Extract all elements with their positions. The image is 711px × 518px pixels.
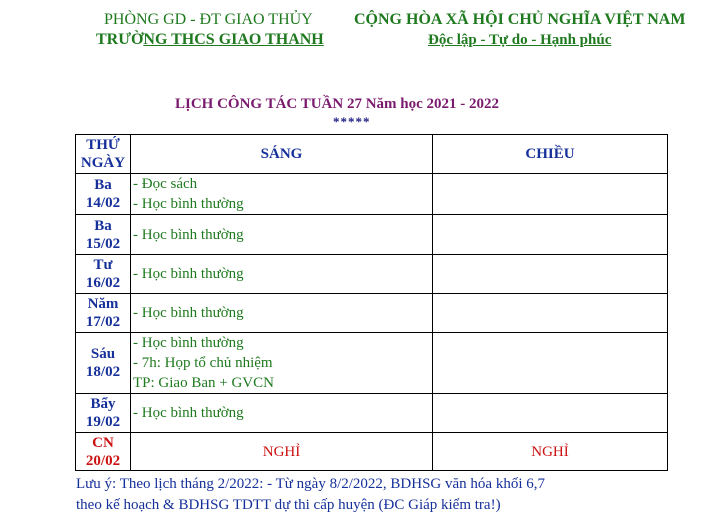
day-cell (76, 333, 131, 394)
day-cell (76, 174, 131, 215)
table-row (76, 333, 668, 394)
table-row (76, 255, 668, 294)
header-day-line1: THỨ (86, 137, 120, 153)
day-name: Ba (94, 177, 112, 193)
header-morning: SÁNG (131, 135, 433, 174)
day-name: Tư (93, 257, 113, 273)
org-school-underlined: NG THCS GIAO THANH (143, 31, 324, 48)
day-name: Năm (87, 296, 119, 312)
day-date: 14/02 (85, 195, 121, 211)
day-name: Ba (94, 217, 112, 234)
table-row (76, 394, 668, 433)
morning-item: - Học bình thường (133, 196, 244, 212)
morning-item: - Học bình thường (133, 335, 244, 351)
note-line: theo kế hoạch & BDHSG TDTT dự thi cấp huyện (ĐC Giáp kiểm tra!) (76, 497, 501, 513)
afternoon-cell (433, 174, 668, 215)
day-cell (76, 294, 131, 333)
afternoon-cell (433, 255, 668, 294)
afternoon-cell (433, 294, 668, 333)
morning-cell (131, 215, 433, 255)
day-cell (76, 255, 131, 294)
morning-item: - Học bình thường (133, 226, 244, 243)
header-day-line2: NGÀY (80, 155, 126, 171)
day-date: 15/02 (85, 235, 121, 252)
note-line: Lưu ý: Theo lịch tháng 2/2022: - Từ ngày 8/2/2022, BDHSG văn hóa khối 6,7 (76, 476, 545, 492)
national-title: CỘNG HÒA XÃ HỘI CHỦ NGHĨA VIỆT NAM (354, 11, 686, 28)
title-stars: ***** (333, 114, 371, 129)
morning-item: - Học bình thường (133, 405, 244, 421)
morning-cell (131, 433, 433, 471)
day-date: 19/02 (85, 414, 121, 430)
morning-cell (131, 255, 433, 294)
table-row (76, 215, 668, 255)
morning-item: NGHỈ (262, 443, 301, 460)
day-name: Bẩy (90, 396, 116, 412)
org-department: PHÒNG GD - ĐT GIAO THỦY (104, 11, 313, 28)
morning-cell (131, 174, 433, 215)
national-motto: Độc lập - Tự do - Hạnh phúc (428, 32, 612, 48)
table-row (76, 174, 668, 215)
day-date: 17/02 (85, 314, 121, 330)
afternoon-cell (433, 333, 668, 394)
morning-item: - Học bình thường (133, 266, 244, 282)
afternoon-cell: NGHỈ (433, 433, 668, 471)
morning-item: - Học bình thường (133, 305, 244, 321)
day-cell (76, 433, 131, 471)
afternoon-cell (433, 394, 668, 433)
org-school-prefix: TRƯỜ (96, 31, 144, 48)
morning-cell (131, 394, 433, 433)
day-cell (76, 394, 131, 433)
day-date: 18/02 (85, 364, 121, 380)
table-header-row (76, 135, 668, 174)
header-afternoon: CHIỀU (433, 135, 668, 174)
table-row (76, 294, 668, 333)
morning-item: - 7h: Họp tổ chủ nhiệm (133, 355, 273, 371)
morning-cell (131, 333, 433, 394)
day-date: 16/02 (85, 275, 121, 291)
afternoon-cell (433, 215, 668, 255)
schedule-title: LỊCH CÔNG TÁC TUẦN 27 Năm học 2021 - 2022 (175, 96, 500, 112)
morning-item: TP: Giao Ban + GVCN (133, 375, 274, 391)
day-date: 20/02 (85, 452, 121, 469)
day-name: Sáu (90, 346, 116, 362)
day-cell (76, 215, 131, 255)
morning-cell (131, 294, 433, 333)
day-name: CN (92, 434, 114, 451)
header-day (76, 135, 131, 174)
morning-item: - Đọc sách (133, 176, 198, 192)
schedule-table (75, 134, 668, 471)
table-row (76, 433, 668, 471)
org-school (96, 31, 324, 49)
